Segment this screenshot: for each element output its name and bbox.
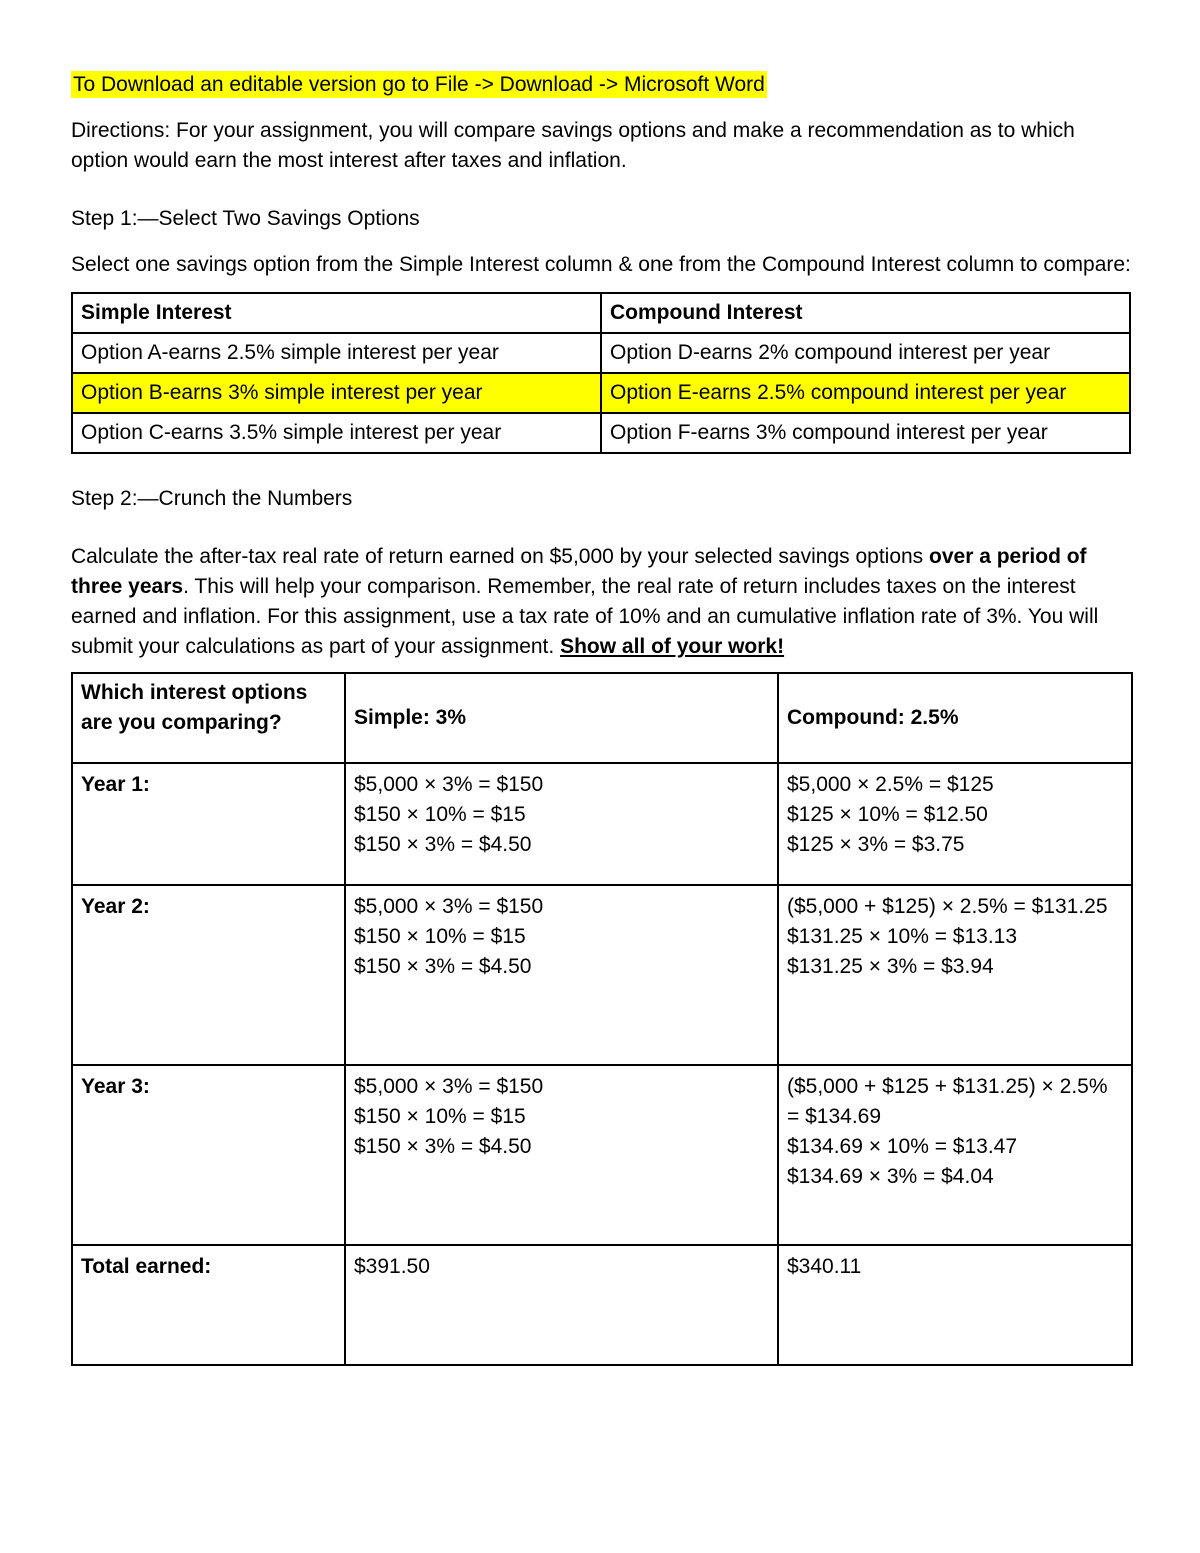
download-banner (71, 70, 1131, 100)
option-e: Option E-earns 2.5% compound interest per year (601, 373, 1130, 413)
table-row-year1 (72, 763, 1132, 885)
year3-simple (345, 1065, 778, 1245)
calc-line: $131.25 × 10% = $13.13 (787, 925, 1018, 948)
year2-compound (778, 885, 1132, 1065)
option-f: Option F-earns 3% compound interest per year (601, 413, 1130, 453)
step2-title: Step 2:—Crunch the Numbers (71, 487, 353, 510)
table-row-year3 (72, 1065, 1132, 1245)
calc-line: $125 × 3% = $3.75 (787, 833, 965, 856)
year2-simple (345, 885, 778, 1065)
options-table-header-row (72, 293, 1130, 333)
calc-line: $5,000 × 3% = $150 (354, 773, 544, 796)
calc-line: $150 × 10% = $15 (354, 925, 526, 948)
option-d: Option D-earns 2% compound interest per year (601, 333, 1130, 373)
year1-compound (778, 763, 1132, 885)
calc-line: $134.69 × 10% = $13.47 (787, 1135, 1018, 1158)
calc-line: $150 × 3% = $4.50 (354, 1135, 532, 1158)
show-work-text: Show all of your work! (560, 635, 785, 658)
calc-line: $134.69 × 3% = $4.04 (787, 1165, 994, 1188)
total-simple: $391.50 (345, 1245, 778, 1365)
table-row (72, 413, 1130, 453)
calc-line: $150 × 3% = $4.50 (354, 833, 532, 856)
options-table (71, 292, 1131, 454)
option-a: Option A-earns 2.5% simple interest per year (72, 333, 601, 373)
step1-instruction: Select one savings option from the Simple Interest column & one from the Compound Interest column to compare: (71, 253, 1131, 276)
header-compound-interest: Compound Interest (601, 293, 1130, 333)
document-page (71, 70, 1131, 1366)
year1-simple (345, 763, 778, 885)
calc-line: $5,000 × 2.5% = $125 (787, 773, 994, 796)
option-c: Option C-earns 3.5% simple interest per year (72, 413, 601, 453)
calc-line: ($5,000 + $125) × 2.5% = $131.25 (787, 895, 1108, 918)
year3-label: Year 3: (72, 1065, 345, 1245)
table-row-highlighted (72, 373, 1130, 413)
calc-line: $125 × 10% = $12.50 (787, 803, 988, 826)
calc-header-row (72, 673, 1132, 763)
step2-text-part1: Calculate the after-tax real rate of return earned on $5,000 by your selected savings options (71, 545, 930, 568)
step1-title: Step 1:—Select Two Savings Options (71, 207, 420, 230)
download-banner-text: To Download an editable version go to File -> Download -> Microsoft Word (73, 73, 765, 96)
year1-label: Year 1: (72, 763, 345, 885)
calc-header-compound: Compound: 2.5% (778, 673, 1132, 763)
header-simple-interest: Simple Interest (72, 293, 601, 333)
table-row-year2 (72, 885, 1132, 1065)
calc-line: $150 × 3% = $4.50 (354, 955, 532, 978)
year2-label: Year 2: (72, 885, 345, 1065)
total-label: Total earned: (72, 1245, 345, 1365)
step2-text-bold: over a period of three years (71, 545, 1087, 598)
total-compound: $340.11 (778, 1245, 1132, 1365)
calc-line: $150 × 10% = $15 (354, 803, 526, 826)
calculation-table (71, 672, 1133, 1366)
calc-line: $5,000 × 3% = $150 (354, 895, 544, 918)
year3-compound (778, 1065, 1132, 1245)
calc-line: ($5,000 + $125 + $131.25) × 2.5% = $134.69 (787, 1075, 1108, 1128)
directions-text: Directions: For your assignment, you will compare savings options and make a recommendation as to which option would earn the most interest after taxes and inflation. (71, 119, 1075, 172)
option-b: Option B-earns 3% simple interest per year (72, 373, 601, 413)
calc-line: $131.25 × 3% = $3.94 (787, 955, 994, 978)
calc-header-simple: Simple: 3% (345, 673, 778, 763)
calc-line: $150 × 10% = $15 (354, 1105, 526, 1128)
step2-instruction (71, 542, 1131, 662)
step2-text-part2: . This will help your comparison. Remember, the real rate of return includes taxes on the interest earned and inflation. For this assignment, use a tax rate of 10% and an cumulative inflation rate of 3%. You will submit your calculations as part of your assignment. (71, 575, 1099, 658)
calc-line: $5,000 × 3% = $150 (354, 1075, 544, 1098)
calc-header-label: Which interest options are you comparing? (72, 673, 345, 763)
table-row-total (72, 1245, 1132, 1365)
table-row (72, 333, 1130, 373)
